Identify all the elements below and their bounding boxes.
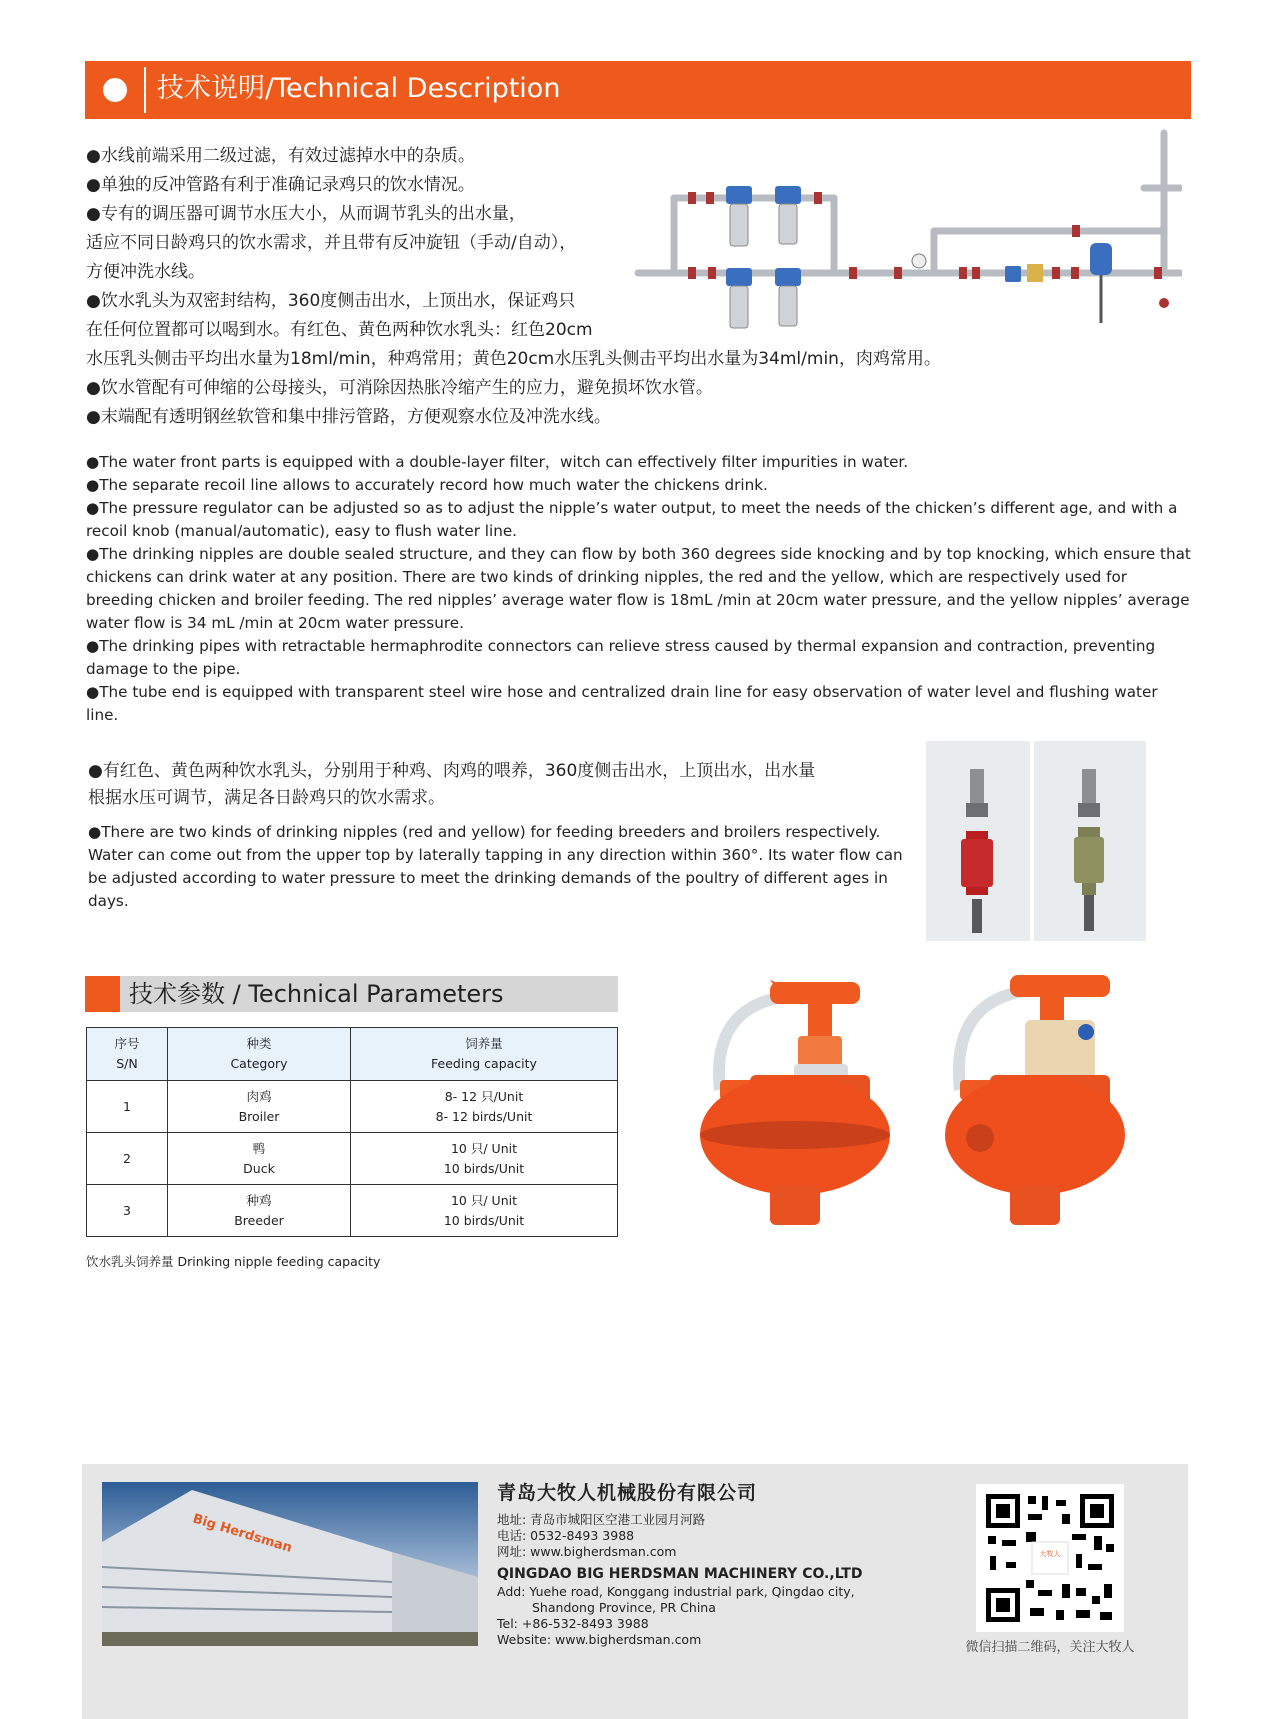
nipple-cn-description [88,758,908,812]
nipple-cn-line: ●有红色、黄色两种饮水乳头，分别用于种鸡、肉鸡的喂养，360度侧击出水，上顶出水，出水量 [88,761,816,781]
cn-line: 适应不同日龄鸡只的饮水需求，并且带有反冲旋钮（手动/自动）， [86,233,577,253]
cell-category: 肉鸡 Broiler [168,1081,351,1133]
params-title: 技术参数 / Technical Parameters [129,980,504,1008]
table-header-row [87,1028,618,1081]
company-cn-address: 地址: 青岛市城阳区空港工业园月河路 [497,1512,706,1527]
qr-logo-text: 大牧人 [1039,1550,1061,1558]
cn-line: ●水线前端采用二级过滤，有效过滤掉水中的杂质。 [86,146,475,166]
pressure-regulator-left-icon [700,980,890,1225]
nipple-cn-line: 根据水压可调节，满足各日龄鸡只的饮水需求。 [88,788,445,808]
cn-line: 方便冲洗水线。 [86,262,205,282]
company-en-website: Website: www.bigherdsman.com [497,1632,702,1647]
table-row [87,1081,618,1133]
technical-parameters-header [85,976,618,1012]
header-square-icon [85,976,120,1012]
column-header-sn: 序号 S/N [87,1028,168,1081]
en-paragraph: ●The tube end is equipped with transparent steel wire hose and centralized drain line for easy observation of water level and flushing water line. [86,683,1158,724]
cell-category: 鸭 Duck [168,1133,351,1185]
cn-line: ●单独的反冲管路有利于准确记录鸡只的饮水情况。 [86,175,475,195]
table-caption: 饮水乳头饲养量 Drinking nipple feeding capacity [86,1254,381,1269]
header-divider [144,67,146,113]
cell-capacity: 8- 12 只/Unit 8- 12 birds/Unit [351,1081,618,1133]
en-description [86,451,1194,727]
cn-line: ●专有的调压器可调节水压大小，从而调节乳头的出水量， [86,204,526,224]
en-paragraph: ●The water front parts is equipped with a double-layer filter，witch can effectively filter impurities in water. [86,453,909,471]
column-header-category: 种类 Category [168,1028,351,1081]
table-row [87,1185,618,1237]
drinking-nipples-image [926,741,1146,941]
company-cn-phone: 电话: 0532-8493 3988 [497,1528,635,1543]
company-info [497,1480,877,1648]
company-en-tel: Tel: +86-532-8493 3988 [497,1616,649,1631]
company-en-address-1: Add: Yuehe road, Konggang industrial park, Qingdao city, [497,1584,855,1599]
cn-line: ●饮水乳头为双密封结构，360度侧击出水，上顶出水，保证鸡只 [86,291,576,311]
pressure-regulator-right-icon [945,975,1125,1225]
cn-line: 在任何位置都可以喝到水。有红色、黄色两种饮水乳头：红色20cm [86,320,593,340]
cell-sn: 1 [87,1081,168,1133]
cell-capacity: 10 只/ Unit 10 birds/Unit [351,1133,618,1185]
en-paragraph: ●The separate recoil line allows to accurately record how much water the chickens drink. [86,476,768,494]
cn-line: ●末端配有透明钢丝软管和集中排污管路，方便观察水位及冲洗水线。 [86,407,611,427]
cell-category: 种鸡 Breeder [168,1185,351,1237]
header-bullet-icon [85,61,143,119]
company-cn-website: 网址: www.bigherdsman.com [497,1544,677,1559]
pressure-regulators-image [690,960,1190,1260]
en-paragraph: ●The pressure regulator can be adjusted so as to adjust the nipple’s water output, to meet the needs of the chicken’s different age, and with a recoil knob (manual/automatic), easy to flush water line. [86,499,1178,540]
nipple-en-description: ●There are two kinds of drinking nipples (red and yellow) for feeding breeders and broilers respectively. Water can come out from the upper top by laterally tapping in any direction within 360°. Its water flow can be adjusted according to water pressure to meet the drinking demands of the poultry of different ages in days. [88,823,903,910]
section-title: 技术说明/Technical Description [157,73,561,104]
company-en-address-2: Shandong Province, PR China [532,1600,716,1615]
section-header-technical-description [85,61,1191,119]
table-row [87,1133,618,1185]
feeding-capacity-table [86,1027,618,1237]
cell-capacity: 10 只/ Unit 10 birds/Unit [351,1185,618,1237]
cn-line: 水压乳头侧击平均出水量为18ml/min，种鸡常用；黄色20cm水压乳头侧击平均出水量为34ml/min，肉鸡常用。 [86,349,941,369]
cell-sn: 3 [87,1185,168,1237]
qr-caption: 微信扫描二维码，关注大牧人 [965,1640,1135,1655]
en-paragraph: ●The drinking pipes with retractable hermaphrodite connectors can relieve stress caused by thermal expansion and contraction, preventing damage to the pipe. [86,637,1156,678]
en-paragraph: ●The drinking nipples are double sealed structure, and they can flow by both 360 degrees side knocking and by top knocking, which ensure that chickens can drink water at any position. There are two kinds of drinking nipples, the red and the yellow, which are respectively used for breeding chicken and broiler feeding. The red nipples’ average water flow is 18mL /min at 20cm water pressure, and the yellow nipples’ average water flow is 34 mL /min at 20cm water pressure. [86,545,1191,632]
water-line-piping-diagram [634,128,1182,338]
cell-sn: 2 [87,1133,168,1185]
building-sign-text: Big Herdsman [190,1511,294,1556]
company-en-name: QINGDAO BIG HERDSMAN MACHINERY CO.,LTD [497,1566,863,1582]
wechat-qr-code-icon [976,1484,1124,1632]
company-building-image [102,1482,478,1646]
cn-line: ●饮水管配有可伸缩的公母接头，可消除因热胀冷缩产生的应力，避免损坏饮水管。 [86,378,713,398]
company-cn-name: 青岛大牧人机械股份有限公司 [497,1482,758,1504]
column-header-capacity: 饲养量 Feeding capacity [351,1028,618,1081]
